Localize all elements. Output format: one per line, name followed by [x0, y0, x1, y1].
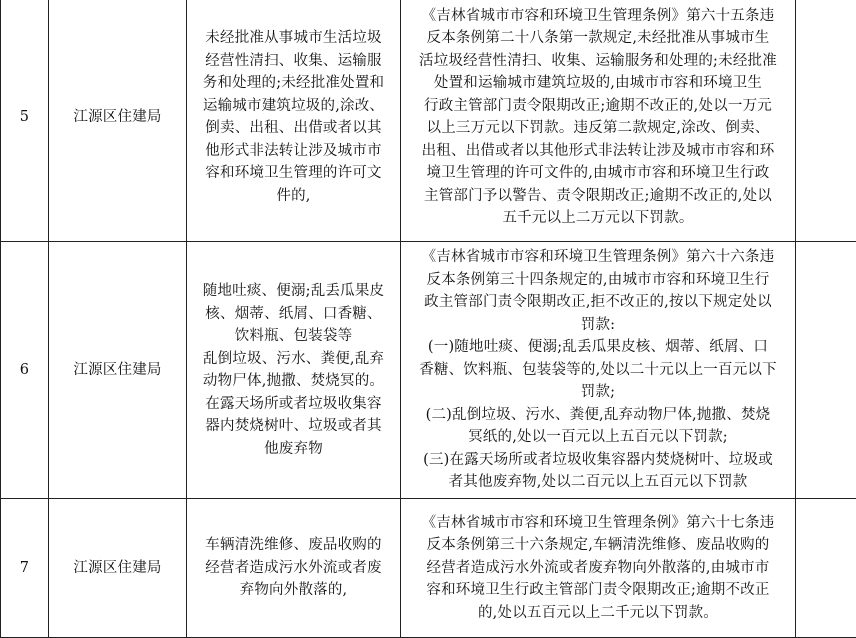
remarks-cell: [796, 242, 856, 499]
text-line: 反本条例第三十六条规定,车辆清洗维修、废品收购的: [405, 534, 791, 557]
table-row: [1, 499, 856, 638]
text-line: 务和处理的;未经批准处置和: [191, 72, 396, 95]
text-line: 动物尸体,抛撒、焚烧冥的。: [191, 370, 396, 393]
text-line: 主管部门予以警告、责令限期改正;逾期不改正的,处以: [405, 185, 791, 208]
text-line: 政主管部门责令限期改正,拒不改正的,按以下规定处以: [405, 291, 791, 314]
text-line: 《吉林省城市市容和环境卫生管理条例》第六十七条违: [405, 512, 791, 535]
text-line: 活垃圾经营性清扫、收集、运输服务和处理的;未经批准: [405, 50, 791, 73]
text-line: 弃物向外散落的,: [191, 579, 396, 602]
text-line: 境卫生管理的许可文件的,由城市市容和环境卫生行政: [405, 162, 791, 185]
text-line: 冥纸的,处以一百元以上五百元以下罚款;: [405, 426, 791, 449]
text-line: 罚款;: [405, 381, 791, 404]
text-line: (二)乱倒垃圾、污水、粪便,乱弃动物尸体,抛撒、焚烧: [405, 404, 791, 427]
text-line: 香糖、饮料瓶、包装袋等的,处以二十元以上一百元以下: [405, 359, 791, 382]
text-line: 五千元以上二万元以下罚款。: [405, 207, 791, 230]
text-line: 核、烟蒂、纸屑、口香糖、: [191, 303, 396, 326]
violation-cell: [187, 0, 401, 242]
department-cell: 江源区住建局: [49, 0, 187, 242]
text-line: 反本条例第二十八条第一款规定,未经批准从事城市生: [405, 27, 791, 50]
text-line: 件的,: [191, 185, 396, 208]
text-line: 倒卖、出租、出借或者以其: [191, 117, 396, 140]
text-line: 处置和运输城市建筑垃圾的,由城市市容和环境卫生: [405, 72, 791, 95]
row-number: 5: [1, 0, 49, 242]
text-line: 运输城市建筑垃圾的,涂改、: [191, 95, 396, 118]
table-row: [1, 0, 856, 242]
text-line: 在露天场所或者垃圾收集容: [191, 393, 396, 416]
text-line: 的,处以五百元以上二千元以下罚款。: [405, 602, 791, 625]
text-line: 车辆清洗维修、废品收购的: [191, 534, 396, 557]
text-line: 他形式非法转让涉及城市市: [191, 140, 396, 163]
row-number: 6: [1, 242, 49, 499]
text-line: 他废弃物: [191, 438, 396, 461]
text-line: 器内焚烧树叶、垃圾或者其: [191, 415, 396, 438]
remarks-cell: [796, 0, 856, 242]
table-row: [1, 242, 856, 499]
text-line: 经营者造成污水外流或者废弃物向外散落的,由城市市: [405, 557, 791, 580]
text-line: 《吉林省城市市容和环境卫生管理条例》第六十五条违: [405, 5, 791, 28]
legal-basis-cell: [401, 242, 796, 499]
legal-basis-cell: [401, 499, 796, 638]
department-cell: 江源区住建局: [49, 499, 187, 638]
text-line: (一)随地吐痰、便溺;乱丢瓜果皮核、烟蒂、纸屑、口: [405, 336, 791, 359]
text-line: 者其他废弃物,处以二百元以上五百元以下罚款: [405, 471, 791, 494]
text-line: 容和环境卫生行政主管部门责令限期改正;逾期不改正: [405, 579, 791, 602]
text-line: 出租、出借或者以其他形式非法转让涉及城市市容和环: [405, 140, 791, 163]
legal-basis-cell: [401, 0, 796, 242]
department-cell: 江源区住建局: [49, 242, 187, 499]
violation-cell: [187, 242, 401, 499]
text-line: (三)在露天场所或者垃圾收集容器内焚烧树叶、垃圾或: [405, 449, 791, 472]
text-line: 随地吐痰、便溺;乱丢瓜果皮: [191, 280, 396, 303]
text-line: 行政主管部门责令限期改正;逾期不改正的,处以一万元: [405, 95, 791, 118]
remarks-cell: [796, 499, 856, 638]
text-line: 反本条例第三十四条规定的,由城市市容和环境卫生行: [405, 269, 791, 292]
text-line: 饮料瓶、包装袋等: [191, 325, 396, 348]
text-line: 《吉林省城市市容和环境卫生管理条例》第六十六条违: [405, 246, 791, 269]
text-line: 罚款:: [405, 314, 791, 337]
text-line: 经营者造成污水外流或者废: [191, 557, 396, 580]
row-number: 7: [1, 499, 49, 638]
text-line: 经营性清扫、收集、运输服: [191, 50, 396, 73]
text-line: 乱倒垃圾、污水、粪便,乱弃: [191, 348, 396, 371]
text-line: 以上三万元以下罚款。违反第二款规定,涂改、倒卖、: [405, 117, 791, 140]
text-line: 未经批准从事城市生活垃圾: [191, 27, 396, 50]
text-line: 容和环境卫生管理的许可文: [191, 162, 396, 185]
violation-cell: [187, 499, 401, 638]
